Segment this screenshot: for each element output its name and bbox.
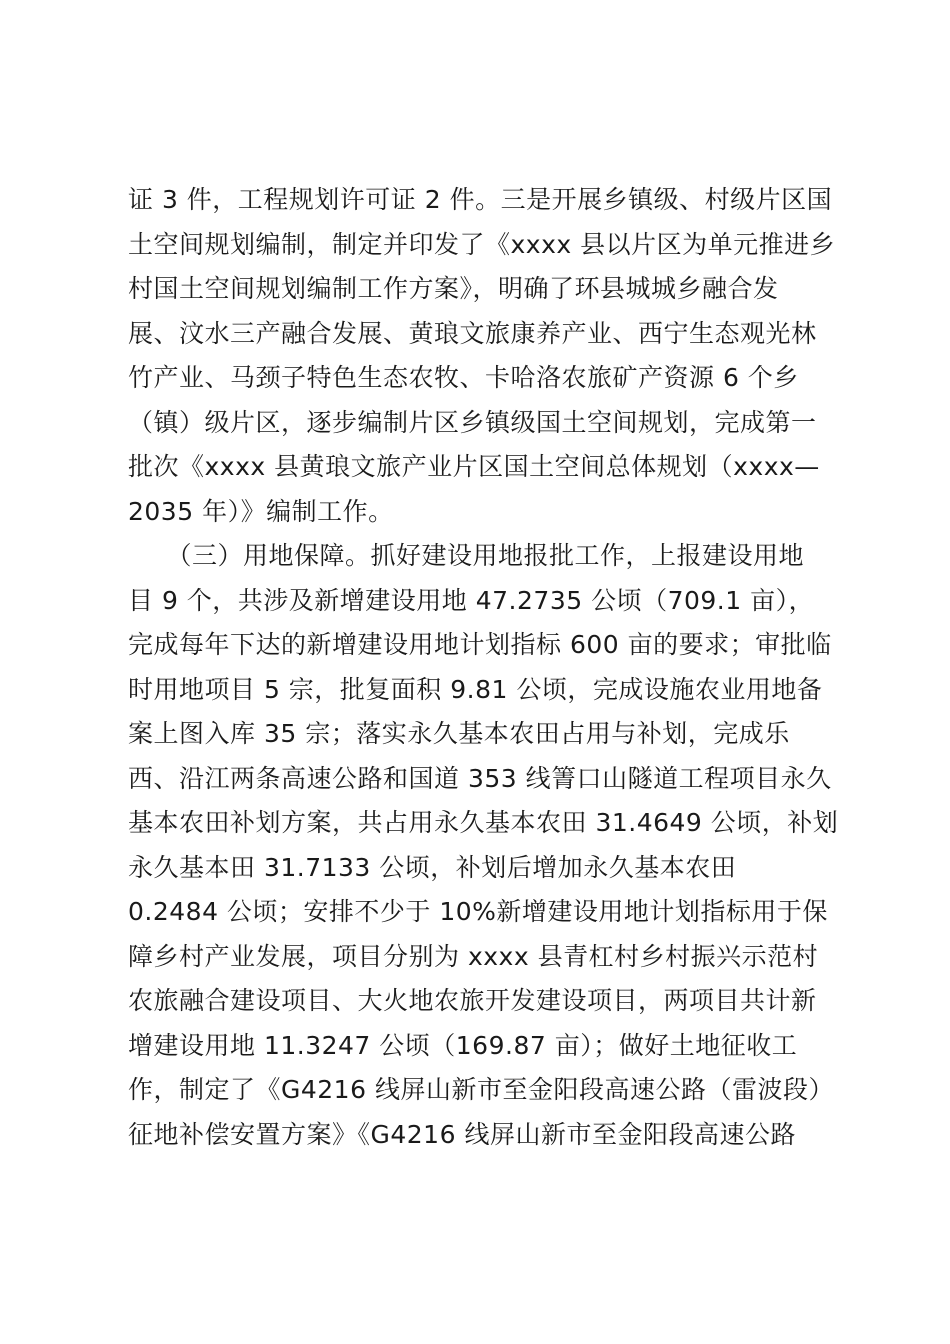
text-line: 土空间规划编制，制定并印发了《xxxx 县以片区为单元推进乡 bbox=[128, 229, 836, 259]
text-line: 永久基本田 31.7133 公顷，补划后增加永久基本农田 bbox=[128, 852, 737, 882]
text-line: 基本农田补划方案，共占用永久基本农田 31.4649 公顷，补划 bbox=[128, 808, 839, 837]
text-line: 完成每年下达的新增建设用地计划指标 600 亩的要求；审批临 bbox=[128, 630, 832, 659]
text-line: 时用地项目 5 宗，批复面积 9.81 公顷，完成设施农业用地备 bbox=[128, 674, 823, 704]
text-line: 农旅融合建设项目、大火地农旅开发建设项目，两项目共计新 bbox=[128, 986, 817, 1015]
text-line: 2035 年）》编制工作。 bbox=[128, 496, 394, 526]
text-line: 目 9 个，共涉及新增建设用地 47.2735 公顷（709.1 亩）， bbox=[128, 585, 815, 615]
text-line: 征地补偿安置方案》《G4216 线屏山新市至金阳段高速公路 bbox=[128, 1119, 796, 1149]
text-line: 展、汶水三产融合发展、黄琅文旅康养产业、西宁生态观光林 bbox=[128, 318, 817, 348]
text-line: 批次《xxxx 县黄琅文旅产业片区国土空间总体规划（xxxx— bbox=[128, 452, 820, 481]
text-line: 0.2484 公顷；安排不少于 10%新增建设用地计划指标用于保 bbox=[128, 897, 828, 926]
text-line: 竹产业、马颈子特色生态农牧、卡哈洛农旅矿产资源 6 个乡 bbox=[128, 363, 799, 392]
text-line: 西、沿江两条高速公路和国道 353 线箐口山隧道工程项目永久 bbox=[128, 763, 832, 793]
body-text bbox=[128, 178, 848, 1157]
text-line: 村国土空间规划编制工作方案》，明确了环县城城乡融合发 bbox=[128, 274, 779, 303]
text-line: （镇）级片区，逐步编制片区乡镇级国土空间规划，完成第一 bbox=[128, 407, 817, 437]
section-heading-line: （三）用地保障。抓好建设用地报批工作，上报建设用地 bbox=[128, 541, 805, 570]
text-line: 作，制定了《G4216 线屏山新市至金阳段高速公路（雷波段） bbox=[128, 1075, 834, 1104]
text-line: 案上图入库 35 宗；落实永久基本农田占用与补划，完成乐 bbox=[128, 719, 790, 748]
text-line: 证 3 件，工程规划许可证 2 件。三是开展乡镇级、村级片区国 bbox=[128, 185, 833, 214]
text-line: 障乡村产业发展，项目分别为 xxxx 县青杠村乡村振兴示范村 bbox=[128, 941, 819, 971]
text-line: 增建设用地 11.3247 公顷（169.87 亩）；做好土地征收工 bbox=[128, 1030, 798, 1060]
